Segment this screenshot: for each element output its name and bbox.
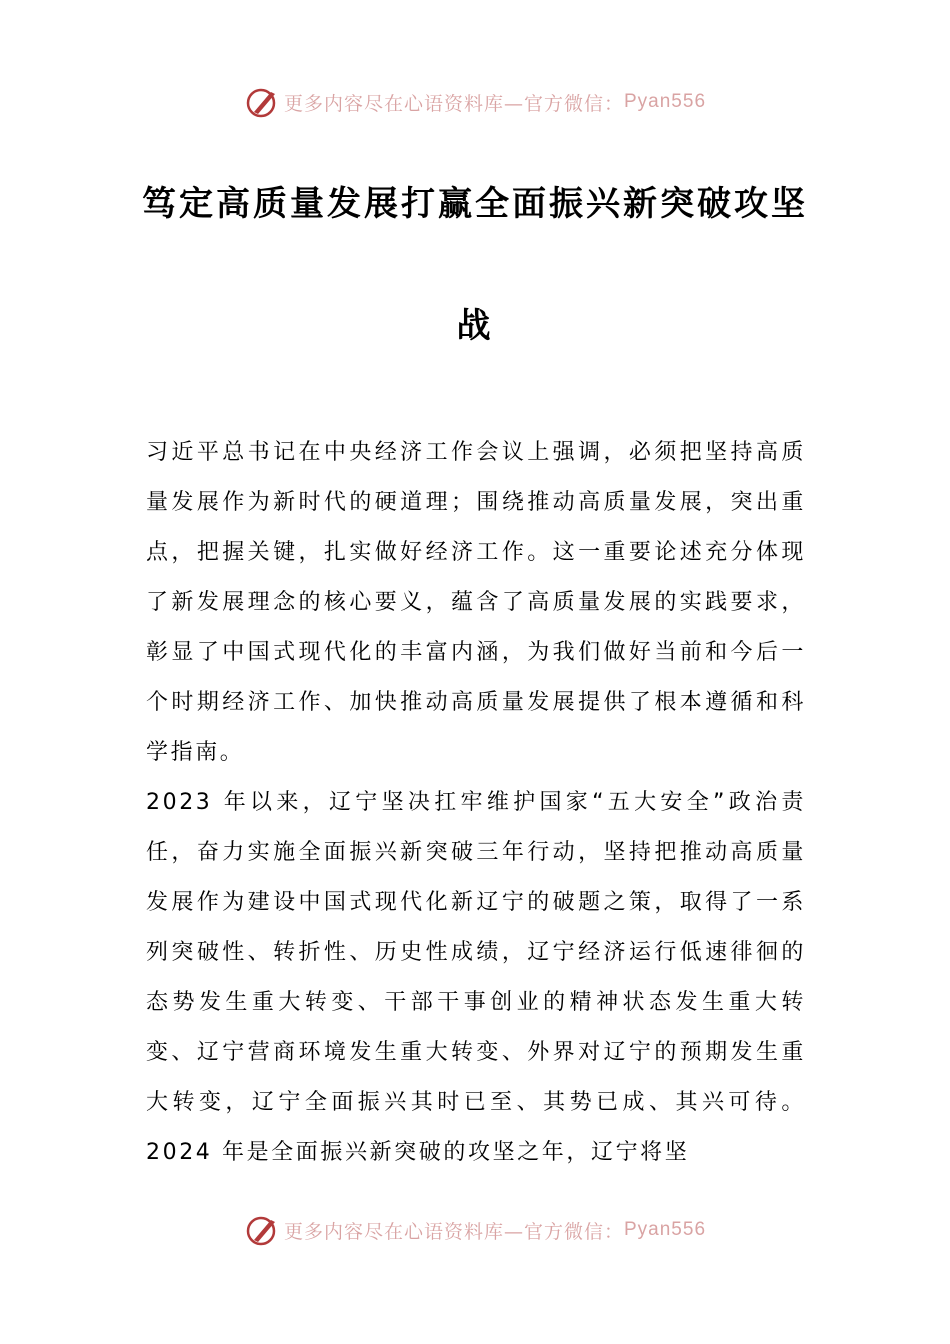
paragraph: 习近平总书记在中央经济工作会议上强调，必须把坚持高质量发展作为新时代的硬道理；围绕推动高质量发展，突出重点，把握关键，扎实做好经济工作。这一重要论述充分体现了新发展理念的核心要义，蕴含了高质量发展的实践要求，彰显了中国式现代化的丰富内涵，为我们做好当前和今后一个时期经济工作、加快推动高质量发展提供了根本遵循和科学指南。 [146,440,806,765]
watermark-text: 更多内容尽在心语资料库—官方微信： [283,92,624,115]
pen-nib-circle-icon [244,1212,280,1248]
watermark-wechat-id: Pyan556 [624,91,707,112]
document-title-continued: 战 [456,306,494,346]
watermark-header [0,82,950,122]
watermark-footer [0,1210,950,1250]
paragraph: 2023 年以来，辽宁坚决扛牢维护国家“五大安全”政治责任，奋力实施全面振兴新突破三年行动，坚持把推动高质量发展作为建设中国式现代化新辽宁的破题之策，取得了一系列突破性、转折性、历史性成绩，辽宁经济运行低速徘徊的态势发生重大转变、干部干事创业的精神状态发生重大转变、辽宁营商环境发生重大转变、外界对辽宁的预期发生重大转变，辽宁全面振兴其时已至、其势已成、其兴可待。2024 年是全面振兴新突破的攻坚之年，辽宁将坚 [146,790,806,1165]
pen-nib-circle-icon [244,84,280,120]
document-body [146,428,806,1178]
watermark-wechat-id: Pyan556 [624,1219,707,1240]
watermark-text: 更多内容尽在心语资料库—官方微信： [283,1220,624,1243]
document-title: 笃定高质量发展打赢全面振兴新突破攻坚 [142,184,808,224]
